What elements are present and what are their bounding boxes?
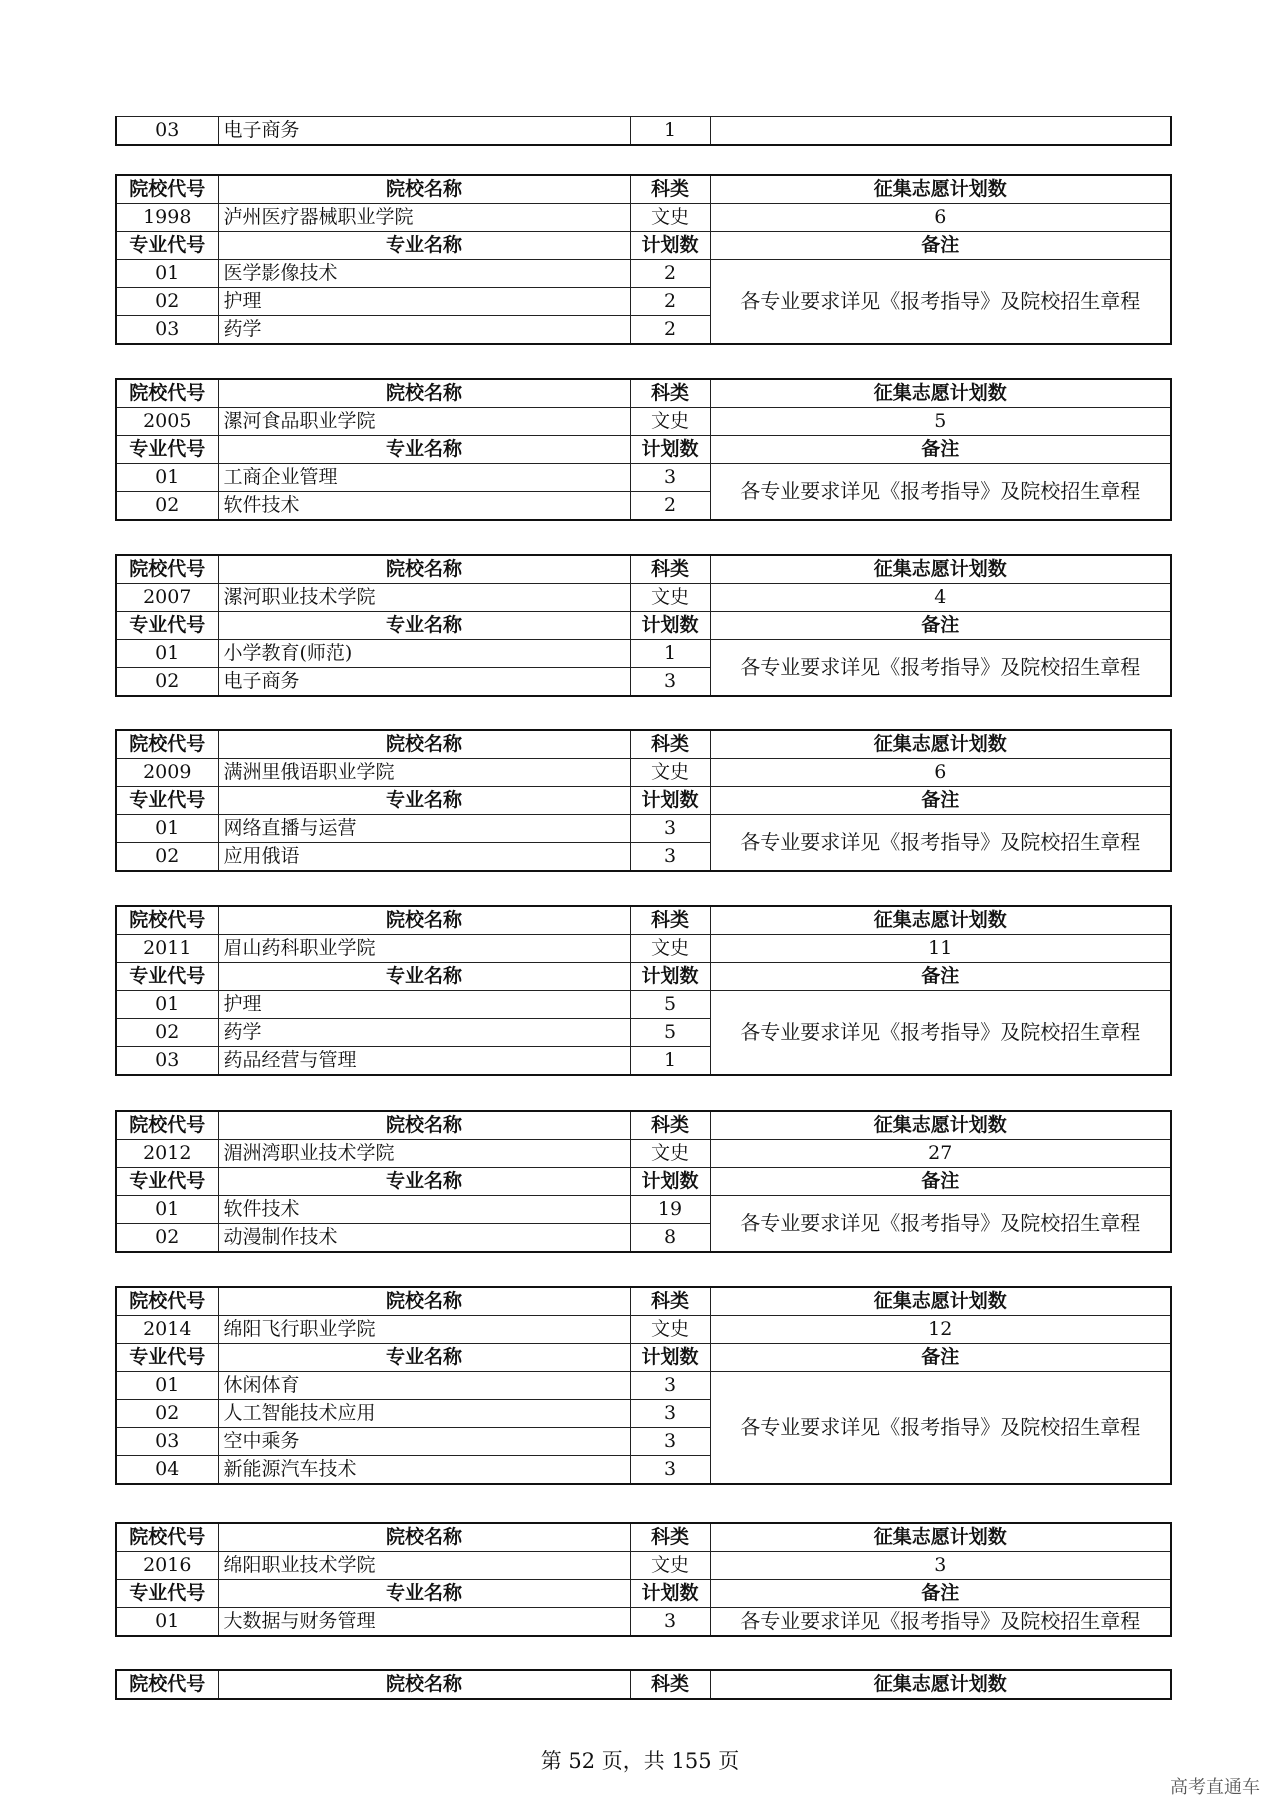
major-plan-count: 3 [630, 815, 710, 843]
school-table [115, 905, 1172, 1076]
header-major-name: 专业名称 [218, 612, 630, 640]
school-table [115, 1669, 1172, 1700]
header-major-name: 专业名称 [218, 963, 630, 991]
header-school-name: 院校名称 [218, 1111, 630, 1140]
school-category: 文史 [630, 204, 710, 232]
major-plan-count: 2 [630, 260, 710, 288]
continuation-table [115, 116, 1172, 146]
major-code: 02 [116, 843, 218, 872]
school-block [115, 905, 1170, 1076]
major-plan-count: 2 [630, 316, 710, 345]
major-name: 大数据与财务管理 [218, 1608, 630, 1637]
school-category: 文史 [630, 1316, 710, 1344]
header-remark: 备注 [710, 1344, 1171, 1372]
school-block [115, 1522, 1170, 1637]
header-school-name: 院校名称 [218, 906, 630, 935]
major-code: 03 [116, 1428, 218, 1456]
major-plan-count: 19 [630, 1196, 710, 1224]
header-school-code: 院校代号 [116, 730, 218, 759]
school-code: 2014 [116, 1316, 218, 1344]
major-header-row [116, 1168, 1171, 1196]
page-footer: 第 52 页，共 155 页 [540, 1749, 740, 1773]
header-school-code: 院校代号 [116, 906, 218, 935]
header-category: 科类 [630, 906, 710, 935]
major-plan-count: 3 [630, 464, 710, 492]
header-plan-count: 计划数 [630, 612, 710, 640]
school-block-partial [115, 1669, 1170, 1700]
header-school-code: 院校代号 [116, 555, 218, 584]
major-row [116, 991, 1171, 1019]
school-category: 文史 [630, 935, 710, 963]
major-row [116, 640, 1171, 668]
school-code: 2009 [116, 759, 218, 787]
major-header-row [116, 1344, 1171, 1372]
school-header-row [116, 1287, 1171, 1316]
major-plan-count: 5 [630, 1019, 710, 1047]
major-header-row [116, 436, 1171, 464]
major-name: 医学影像技术 [218, 260, 630, 288]
major-name: 应用俄语 [218, 843, 630, 872]
school-plan-total: 3 [710, 1552, 1171, 1580]
major-name: 药学 [218, 1019, 630, 1047]
major-row [116, 117, 1171, 146]
major-row [116, 1196, 1171, 1224]
major-remark: 各专业要求详见《报考指导》及院校招生章程 [710, 640, 1171, 697]
header-school-name: 院校名称 [218, 1670, 630, 1699]
header-remark: 备注 [710, 612, 1171, 640]
major-name: 新能源汽车技术 [218, 1456, 630, 1485]
school-name: 泸州医疗器械职业学院 [218, 204, 630, 232]
school-code: 2016 [116, 1552, 218, 1580]
major-row [116, 1372, 1171, 1400]
school-plan-total: 11 [710, 935, 1171, 963]
header-school-code: 院校代号 [116, 1287, 218, 1316]
major-name: 电子商务 [218, 668, 630, 697]
major-header-row [116, 612, 1171, 640]
header-school-name: 院校名称 [218, 555, 630, 584]
school-block [115, 174, 1170, 345]
watermark: 高考直通车 [1170, 1777, 1260, 1798]
header-major-code: 专业代号 [116, 787, 218, 815]
school-table [115, 1522, 1172, 1637]
school-block [115, 1286, 1170, 1485]
major-code: 02 [116, 668, 218, 697]
header-remark: 备注 [710, 787, 1171, 815]
header-major-name: 专业名称 [218, 232, 630, 260]
major-plan-count: 3 [630, 1372, 710, 1400]
header-major-name: 专业名称 [218, 436, 630, 464]
major-name: 软件技术 [218, 1196, 630, 1224]
school-header-row [116, 730, 1171, 759]
major-code: 02 [116, 1224, 218, 1253]
header-plan-count: 计划数 [630, 787, 710, 815]
school-name: 湄洲湾职业技术学院 [218, 1140, 630, 1168]
school-name: 漯河食品职业学院 [218, 408, 630, 436]
school-plan-total: 5 [710, 408, 1171, 436]
major-name: 人工智能技术应用 [218, 1400, 630, 1428]
header-plan-total: 征集志愿计划数 [710, 175, 1171, 204]
header-major-code: 专业代号 [116, 232, 218, 260]
major-plan-count: 3 [630, 1428, 710, 1456]
header-plan-total: 征集志愿计划数 [710, 906, 1171, 935]
school-name: 眉山药科职业学院 [218, 935, 630, 963]
header-category: 科类 [630, 1523, 710, 1552]
major-code: 01 [116, 815, 218, 843]
school-table [115, 554, 1172, 697]
major-code: 02 [116, 288, 218, 316]
header-school-code: 院校代号 [116, 1111, 218, 1140]
major-row [116, 260, 1171, 288]
header-plan-count: 计划数 [630, 1344, 710, 1372]
major-code: 02 [116, 492, 218, 521]
school-category: 文史 [630, 408, 710, 436]
major-code: 02 [116, 1019, 218, 1047]
major-plan-count: 2 [630, 492, 710, 521]
school-plan-total: 6 [710, 204, 1171, 232]
school-header-row [116, 1111, 1171, 1140]
major-plan-count: 3 [630, 1400, 710, 1428]
school-table [115, 1110, 1172, 1253]
major-header-row [116, 963, 1171, 991]
school-plan-total: 12 [710, 1316, 1171, 1344]
header-school-code: 院校代号 [116, 379, 218, 408]
header-remark: 备注 [710, 232, 1171, 260]
school-code: 1998 [116, 204, 218, 232]
school-plan-total: 4 [710, 584, 1171, 612]
header-plan-total: 征集志愿计划数 [710, 730, 1171, 759]
major-name: 工商企业管理 [218, 464, 630, 492]
header-school-name: 院校名称 [218, 730, 630, 759]
major-remark: 各专业要求详见《报考指导》及院校招生章程 [710, 1608, 1171, 1637]
header-plan-count: 计划数 [630, 436, 710, 464]
major-name: 动漫制作技术 [218, 1224, 630, 1253]
major-remark: 各专业要求详见《报考指导》及院校招生章程 [710, 1372, 1171, 1485]
header-major-name: 专业名称 [218, 1344, 630, 1372]
school-info-row [116, 935, 1171, 963]
school-header-row [116, 1670, 1171, 1699]
major-row [116, 1608, 1171, 1637]
school-table [115, 174, 1172, 345]
header-plan-total: 征集志愿计划数 [710, 1523, 1171, 1552]
school-category: 文史 [630, 584, 710, 612]
major-plan-count: 5 [630, 991, 710, 1019]
major-code: 04 [116, 1456, 218, 1485]
major-name: 护理 [218, 991, 630, 1019]
header-remark: 备注 [710, 1168, 1171, 1196]
remark-cell [710, 117, 1171, 146]
major-row [116, 464, 1171, 492]
header-plan-count: 计划数 [630, 232, 710, 260]
header-plan-total: 征集志愿计划数 [710, 1111, 1171, 1140]
header-major-code: 专业代号 [116, 1344, 218, 1372]
major-remark: 各专业要求详见《报考指导》及院校招生章程 [710, 464, 1171, 521]
header-school-name: 院校名称 [218, 1287, 630, 1316]
school-header-row [116, 175, 1171, 204]
header-remark: 备注 [710, 1580, 1171, 1608]
school-name: 漯河职业技术学院 [218, 584, 630, 612]
header-major-code: 专业代号 [116, 963, 218, 991]
major-code: 01 [116, 1196, 218, 1224]
school-plan-total: 6 [710, 759, 1171, 787]
header-category: 科类 [630, 555, 710, 584]
header-category: 科类 [630, 1670, 710, 1699]
school-name: 绵阳职业技术学院 [218, 1552, 630, 1580]
major-name: 护理 [218, 288, 630, 316]
continuation-block [115, 116, 1170, 146]
header-category: 科类 [630, 175, 710, 204]
school-name: 满洲里俄语职业学院 [218, 759, 630, 787]
major-name: 空中乘务 [218, 1428, 630, 1456]
major-name: 软件技术 [218, 492, 630, 521]
header-major-code: 专业代号 [116, 1580, 218, 1608]
major-code: 03 [116, 117, 218, 146]
major-header-row [116, 787, 1171, 815]
header-category: 科类 [630, 1111, 710, 1140]
school-info-row [116, 204, 1171, 232]
header-plan-total: 征集志愿计划数 [710, 1670, 1171, 1699]
major-row [116, 815, 1171, 843]
major-plan-count: 1 [630, 1047, 710, 1076]
header-category: 科类 [630, 730, 710, 759]
major-name: 小学教育(师范) [218, 640, 630, 668]
major-code: 03 [116, 316, 218, 345]
header-major-code: 专业代号 [116, 436, 218, 464]
school-info-row [116, 759, 1171, 787]
major-name: 电子商务 [218, 117, 630, 146]
major-remark: 各专业要求详见《报考指导》及院校招生章程 [710, 1196, 1171, 1253]
major-plan-count: 3 [630, 843, 710, 872]
header-plan-total: 征集志愿计划数 [710, 1287, 1171, 1316]
header-school-code: 院校代号 [116, 175, 218, 204]
major-code: 01 [116, 260, 218, 288]
school-plan-total: 27 [710, 1140, 1171, 1168]
header-major-name: 专业名称 [218, 1580, 630, 1608]
header-school-name: 院校名称 [218, 1523, 630, 1552]
major-plan-count: 1 [630, 640, 710, 668]
major-name: 网络直播与运营 [218, 815, 630, 843]
header-plan-count: 计划数 [630, 1580, 710, 1608]
header-school-code: 院校代号 [116, 1523, 218, 1552]
major-plan-count: 3 [630, 1608, 710, 1637]
major-remark: 各专业要求详见《报考指导》及院校招生章程 [710, 260, 1171, 345]
major-code: 03 [116, 1047, 218, 1076]
major-header-row [116, 232, 1171, 260]
header-school-name: 院校名称 [218, 175, 630, 204]
school-code: 2007 [116, 584, 218, 612]
school-category: 文史 [630, 1552, 710, 1580]
major-plan-count: 8 [630, 1224, 710, 1253]
school-header-row [116, 379, 1171, 408]
school-block [115, 554, 1170, 697]
major-plan-count: 1 [630, 117, 710, 146]
school-info-row [116, 1140, 1171, 1168]
major-remark: 各专业要求详见《报考指导》及院校招生章程 [710, 991, 1171, 1076]
school-category: 文史 [630, 759, 710, 787]
school-table [115, 729, 1172, 872]
header-remark: 备注 [710, 436, 1171, 464]
major-code: 01 [116, 640, 218, 668]
school-info-row [116, 584, 1171, 612]
school-name: 绵阳飞行职业学院 [218, 1316, 630, 1344]
header-plan-total: 征集志愿计划数 [710, 379, 1171, 408]
header-plan-count: 计划数 [630, 1168, 710, 1196]
school-header-row [116, 906, 1171, 935]
header-plan-total: 征集志愿计划数 [710, 555, 1171, 584]
major-plan-count: 3 [630, 1456, 710, 1485]
major-plan-count: 3 [630, 668, 710, 697]
header-school-code: 院校代号 [116, 1670, 218, 1699]
major-header-row [116, 1580, 1171, 1608]
header-major-code: 专业代号 [116, 612, 218, 640]
school-table [115, 1286, 1172, 1485]
school-info-row [116, 408, 1171, 436]
header-remark: 备注 [710, 963, 1171, 991]
school-code: 2012 [116, 1140, 218, 1168]
school-table [115, 378, 1172, 521]
header-category: 科类 [630, 1287, 710, 1316]
major-code: 01 [116, 1372, 218, 1400]
header-major-code: 专业代号 [116, 1168, 218, 1196]
major-remark: 各专业要求详见《报考指导》及院校招生章程 [710, 815, 1171, 872]
major-name: 休闲体育 [218, 1372, 630, 1400]
school-code: 2011 [116, 935, 218, 963]
major-code: 01 [116, 991, 218, 1019]
school-category: 文史 [630, 1140, 710, 1168]
major-code: 02 [116, 1400, 218, 1428]
major-code: 01 [116, 1608, 218, 1637]
school-block [115, 1110, 1170, 1253]
major-name: 药品经营与管理 [218, 1047, 630, 1076]
school-info-row [116, 1316, 1171, 1344]
school-info-row [116, 1552, 1171, 1580]
major-name: 药学 [218, 316, 630, 345]
header-category: 科类 [630, 379, 710, 408]
school-block [115, 378, 1170, 521]
header-major-name: 专业名称 [218, 787, 630, 815]
header-major-name: 专业名称 [218, 1168, 630, 1196]
school-header-row [116, 555, 1171, 584]
header-school-name: 院校名称 [218, 379, 630, 408]
header-plan-count: 计划数 [630, 963, 710, 991]
major-plan-count: 2 [630, 288, 710, 316]
school-header-row [116, 1523, 1171, 1552]
major-code: 01 [116, 464, 218, 492]
school-block [115, 729, 1170, 872]
school-code: 2005 [116, 408, 218, 436]
